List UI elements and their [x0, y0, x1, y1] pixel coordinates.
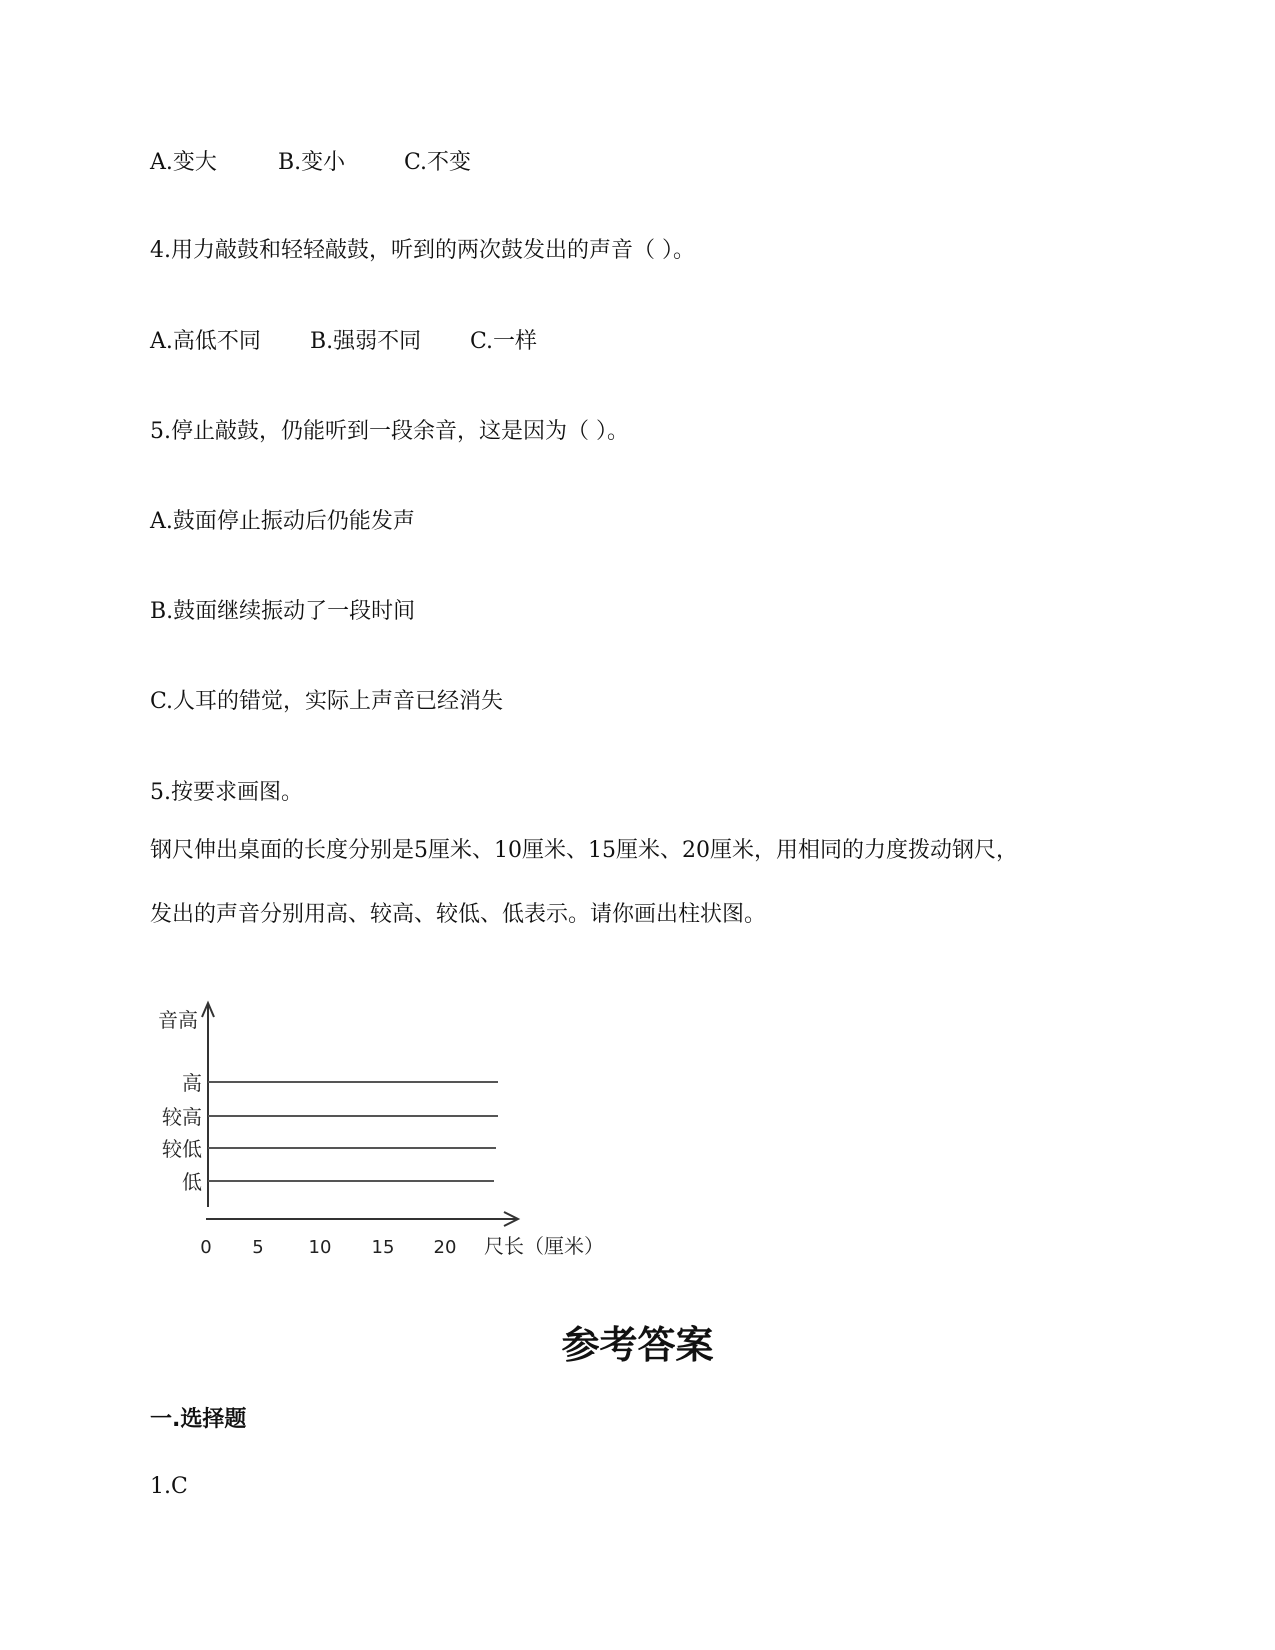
q5-option-a: A.鼓面停止振动后仍能发声 [150, 509, 415, 534]
x-tick-15: 15 [371, 1237, 395, 1258]
answer-title: 参考答案 [561, 1323, 714, 1367]
y-axis-label: 音高 [158, 1008, 198, 1032]
section-heading: 一.选择题 [150, 1407, 247, 1432]
q5-option-b: B.鼓面继续振动了一段时间 [150, 599, 416, 624]
x-tick-10: 10 [308, 1237, 332, 1258]
pitch-chart [140, 985, 630, 1265]
q3-option-a: A.变大 [150, 150, 217, 175]
q4-option-c: C.一样 [470, 329, 538, 354]
q5-question: 5.停止敲鼓，仍能听到一段余音，这是因为（ ）。 [150, 419, 629, 444]
q3-option-c: C.不变 [404, 150, 472, 175]
level-label-fairly-high: 较高 [162, 1105, 202, 1129]
level-label-low: 低 [182, 1170, 202, 1194]
q4-option-a: A.高低不同 [150, 329, 261, 354]
x-tick-5: 5 [252, 1237, 264, 1258]
level-label-fairly-low: 较低 [162, 1137, 202, 1161]
answer-item-1: 1.C [150, 1474, 188, 1499]
drawing-heading: 5.按要求画图。 [150, 780, 303, 805]
x-axis-label: 尺长（厘米） [484, 1234, 604, 1258]
level-label-high: 高 [182, 1071, 202, 1095]
q3-option-b: B.变小 [278, 150, 346, 175]
drawing-text-line2: 发出的声音分别用高、较高、较低、低表示。请你画出柱状图。 [150, 902, 767, 927]
q3-options [150, 148, 471, 178]
x-tick-20: 20 [433, 1237, 457, 1258]
x-tick-0: 0 [200, 1237, 212, 1258]
q4-option-b: B.强弱不同 [310, 329, 422, 354]
q4-options [150, 327, 537, 357]
drawing-text-line1: 钢尺伸出桌面的长度分别是5厘米、10厘米、15厘米、20厘米，用相同的力度拨动钢尺， [150, 838, 1018, 863]
q4-question: 4.用力敲鼓和轻轻敲鼓，听到的两次鼓发出的声音（ ）。 [150, 238, 695, 263]
q5-option-c: C.人耳的错觉，实际上声音已经消失 [150, 689, 504, 714]
